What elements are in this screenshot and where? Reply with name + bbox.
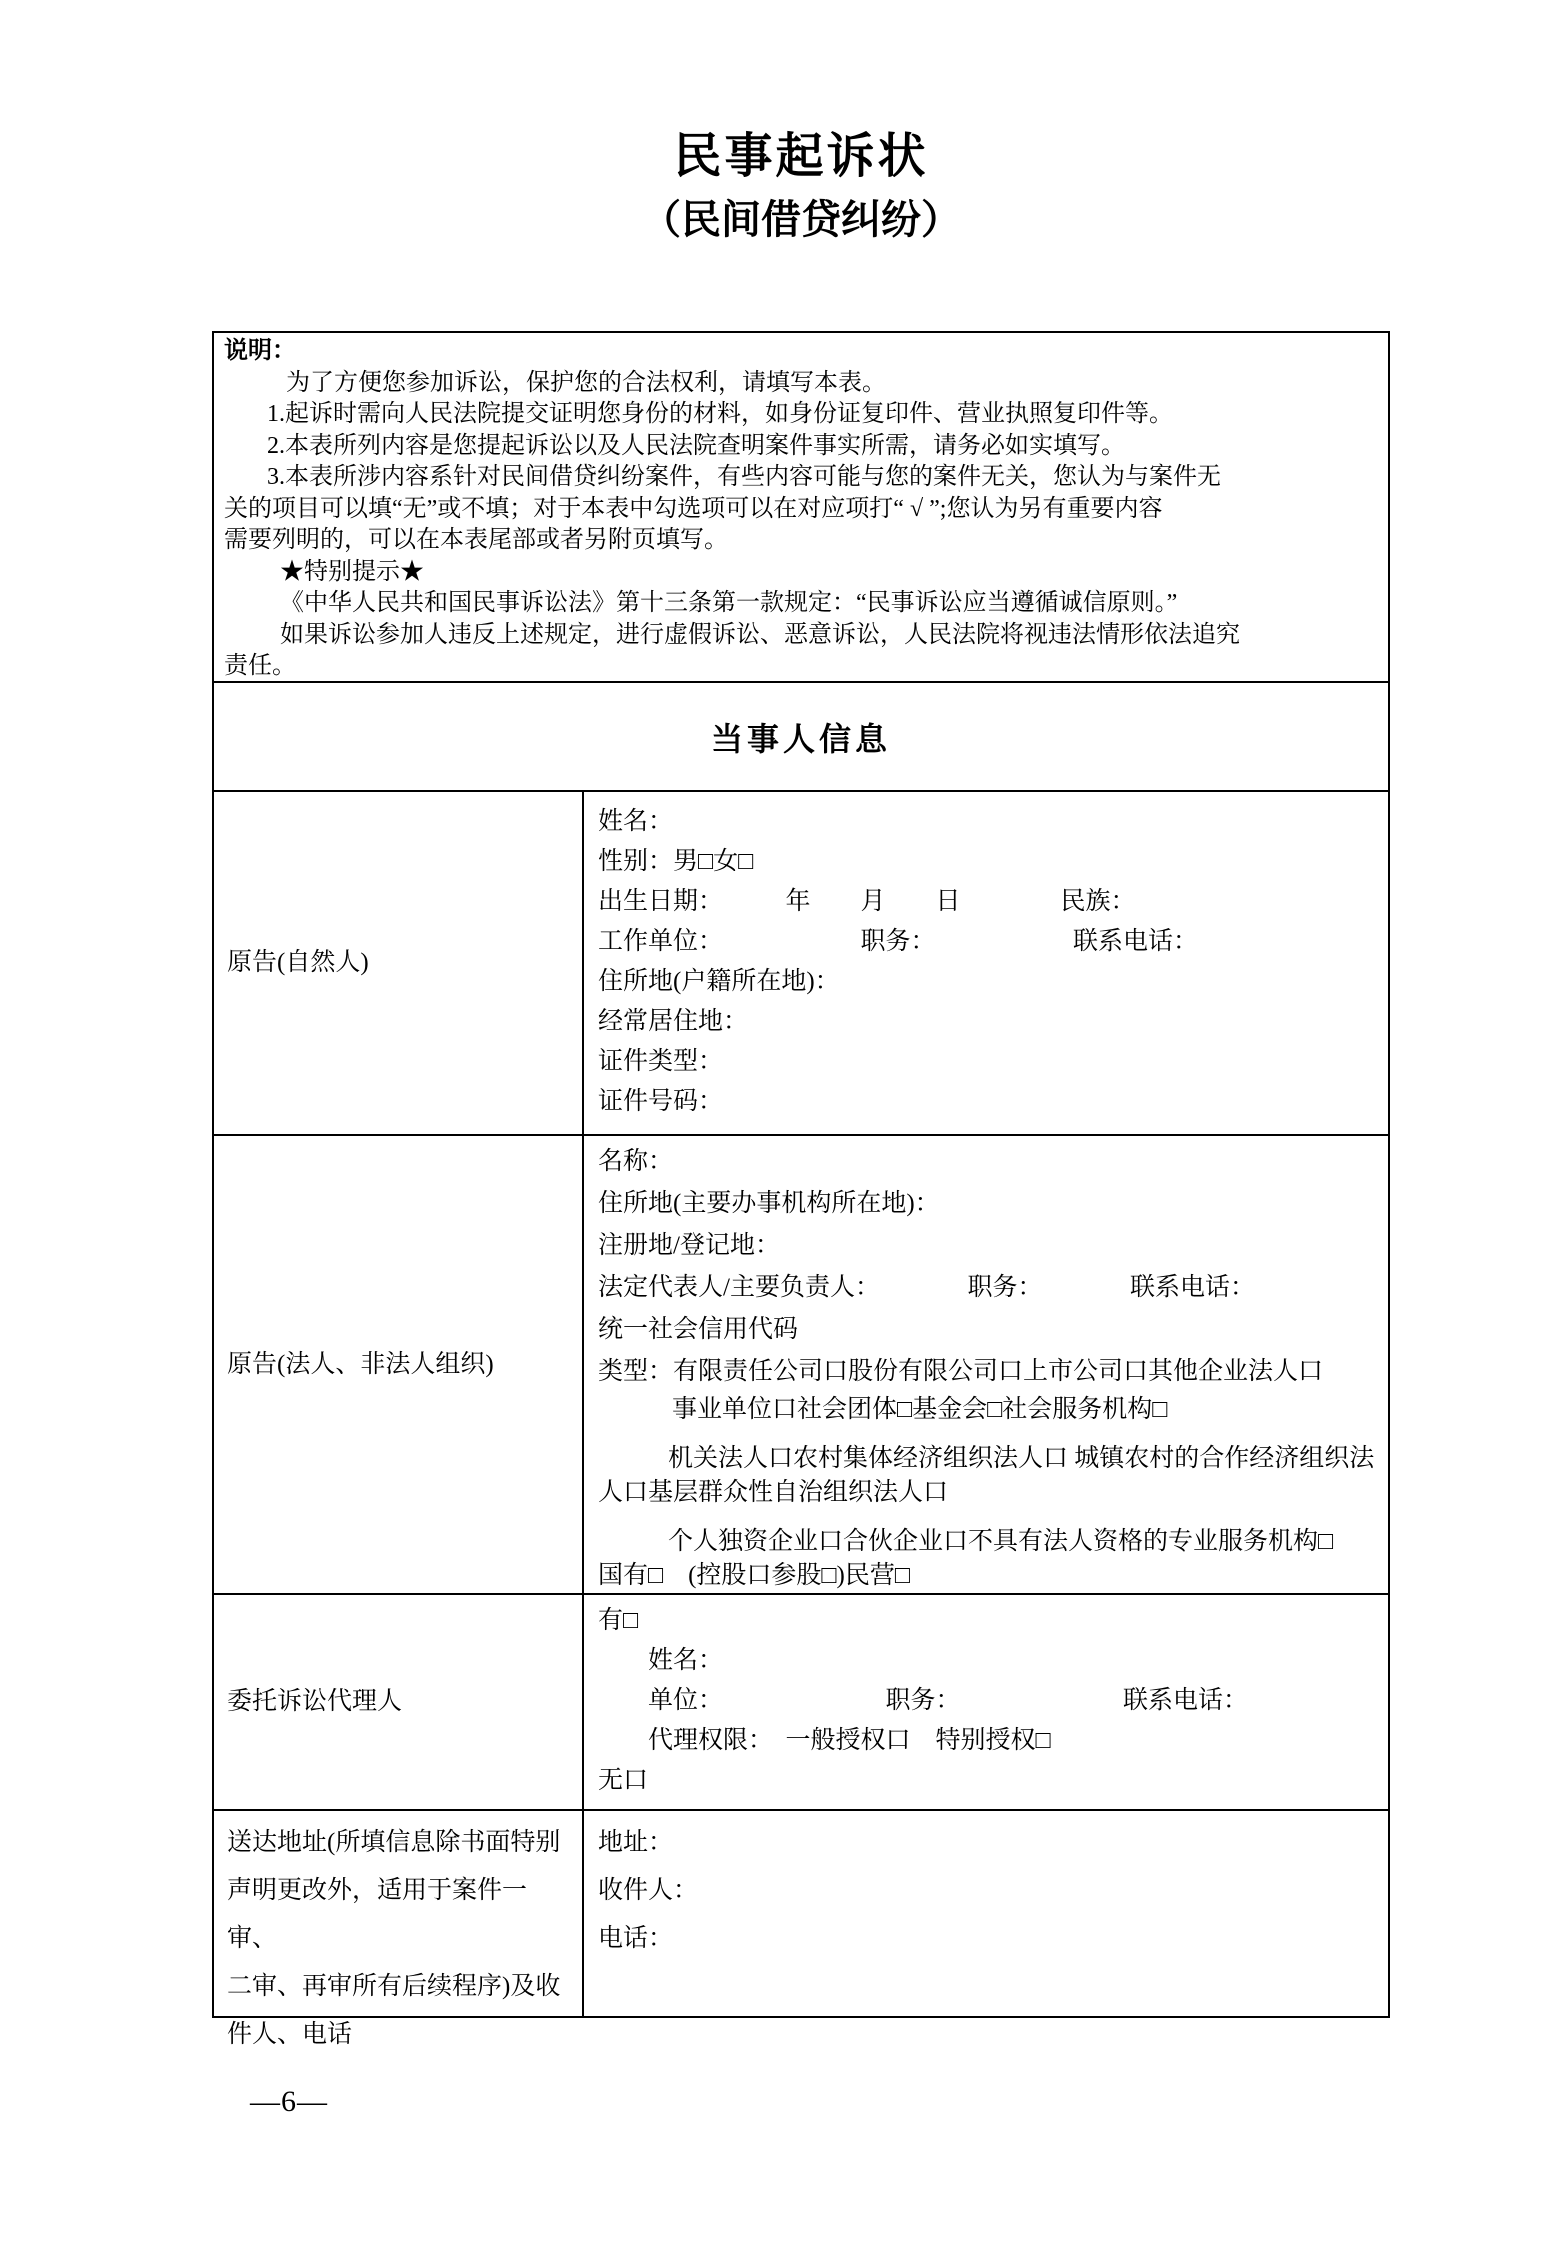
field-agent-unit-duty-phone: 单位： 职务： 联系电话： (648, 1687, 1249, 1714)
fields-service-address (584, 1811, 1388, 2016)
field-legal-rep-duty-phone: 法定代表人/主要负责人： 职务： 联系电话： (598, 1274, 1255, 1301)
fields-plaintiff-org (584, 1136, 1388, 1593)
label-line: 二审、再审所有后续程序)及收 (227, 1973, 561, 2000)
notice-line: 责任。 (224, 653, 296, 679)
notice-line: 2.本表所列内容是您提起诉讼以及人民法院查明案件事实所需，请务必如实填写。 (267, 432, 1125, 459)
field-agent-yes: 有□ (598, 1607, 639, 1634)
fields-plaintiff-natural (584, 792, 1388, 1134)
field-org-domicile: 住所地(主要办事机构所在地)： (598, 1190, 940, 1217)
complaint-form (212, 331, 1390, 2048)
field-org-type-options-2: 事业单位口社会团体□基金会□社会服务机构□ (672, 1396, 1168, 1423)
document-title: 民事起诉状 (673, 130, 929, 183)
field-id-type: 证件类型： (598, 1048, 724, 1075)
field-recipient: 收件人： (598, 1877, 699, 1904)
notice-line: 需要列明的，可以在本表尾部或者另附页填写。 (224, 527, 728, 553)
notice-line: 3.本表所涉内容系针对民间借贷纠纷案件，有些内容可能与您的案件无关，您认为与案件无 (267, 464, 1221, 490)
notice-section (214, 333, 1388, 683)
field-habitual-residence: 经常居住地： (598, 1008, 749, 1035)
field-agent-none: 无口 (598, 1767, 649, 1794)
notice-line: 为了方便您参加诉讼，保护您的合法权利，请填写本表。 (286, 369, 886, 396)
label-line: 声明更改外，适用于案件一审、 (227, 1877, 528, 1952)
field-phone: 电话： (598, 1925, 674, 1952)
notice-line: 关的项目可以填“无”或不填；对于本表中勾选项可以在对应项打“ √ ”;您认为另有重要内容 (224, 495, 1163, 522)
label-agent: 委托诉讼代理人 (214, 1595, 584, 1809)
field-domicile: 住所地(户籍所在地)： (598, 968, 840, 995)
row-plaintiff-org (214, 1136, 1388, 1595)
field-org-name: 名称： (598, 1148, 674, 1175)
field-org-type-options-1: 类型：有限责任公司口股份有限公司口上市公司口其他企业法人口 (598, 1358, 1324, 1385)
field-org-type-options-5: 个人独资企业口合伙企业口不具有法人资格的专业服务机构□ (668, 1528, 1334, 1555)
label-service-address (214, 1811, 584, 2048)
field-agent-name: 姓名： (648, 1647, 724, 1674)
label-plaintiff-natural: 原告(自然人) (214, 792, 584, 1134)
row-agent (214, 1595, 1388, 1811)
page-number: —6— (250, 2085, 328, 2118)
notice-line: 如果诉讼参加人违反上述规定，进行虚假诉讼、恶意诉讼，人民法院将视违法情形依法追究 (280, 621, 1240, 648)
notice-special-tip: ★特别提示★ (280, 558, 424, 585)
field-credit-code: 统一社会信用代码 (598, 1316, 799, 1343)
document-page (212, 0, 1390, 2048)
row-plaintiff-natural (214, 792, 1388, 1136)
label-plaintiff-org: 原告(法人、非法人组织) (214, 1136, 584, 1593)
field-gender: 性别：男□女□ (598, 848, 754, 875)
party-info-header: 当事人信息 (214, 683, 1388, 792)
field-employer-duty-phone: 工作单位： 职务： 联系电话： (598, 928, 1199, 955)
field-birthdate-nation: 出生日期： 年 月 日 民族： (598, 888, 1136, 915)
field-name: 姓名： (598, 808, 674, 835)
notice-heading: 说明： (224, 338, 296, 364)
fields-agent (584, 1595, 1388, 1809)
label-line: 送达地址(所填信息除书面特别 (227, 1829, 561, 1856)
field-org-type-options-3: 机关法人口农村集体经济组织法人口 城镇农村的合作经济组织法 (668, 1445, 1375, 1472)
row-service-address (214, 1811, 1388, 2048)
field-org-type-options-4: 人口基层群众性自治组织法人口 (598, 1479, 949, 1506)
notice-line: 《中华人民共和国民事诉讼法》第十三条第一款规定：“民事诉讼应当遵循诚信原则。” (280, 590, 1178, 616)
label-line: 件人、电话 (227, 2021, 353, 2048)
field-id-number: 证件号码： (598, 1088, 724, 1115)
document-subtitle: （民间借贷纠纷） (641, 197, 961, 242)
notice-line: 1.起诉时需向人民法院提交证明您身份的材料，如身份证复印件、营业执照复印件等。 (267, 401, 1173, 427)
field-org-type-options-6: 国有□ (控股口参股□)民营□ (598, 1562, 910, 1589)
field-org-registration: 注册地/登记地： (598, 1232, 780, 1259)
field-address: 地址： (598, 1829, 674, 1856)
field-agent-authority: 代理权限： 一般授权口 特别授权□ (648, 1727, 1051, 1754)
